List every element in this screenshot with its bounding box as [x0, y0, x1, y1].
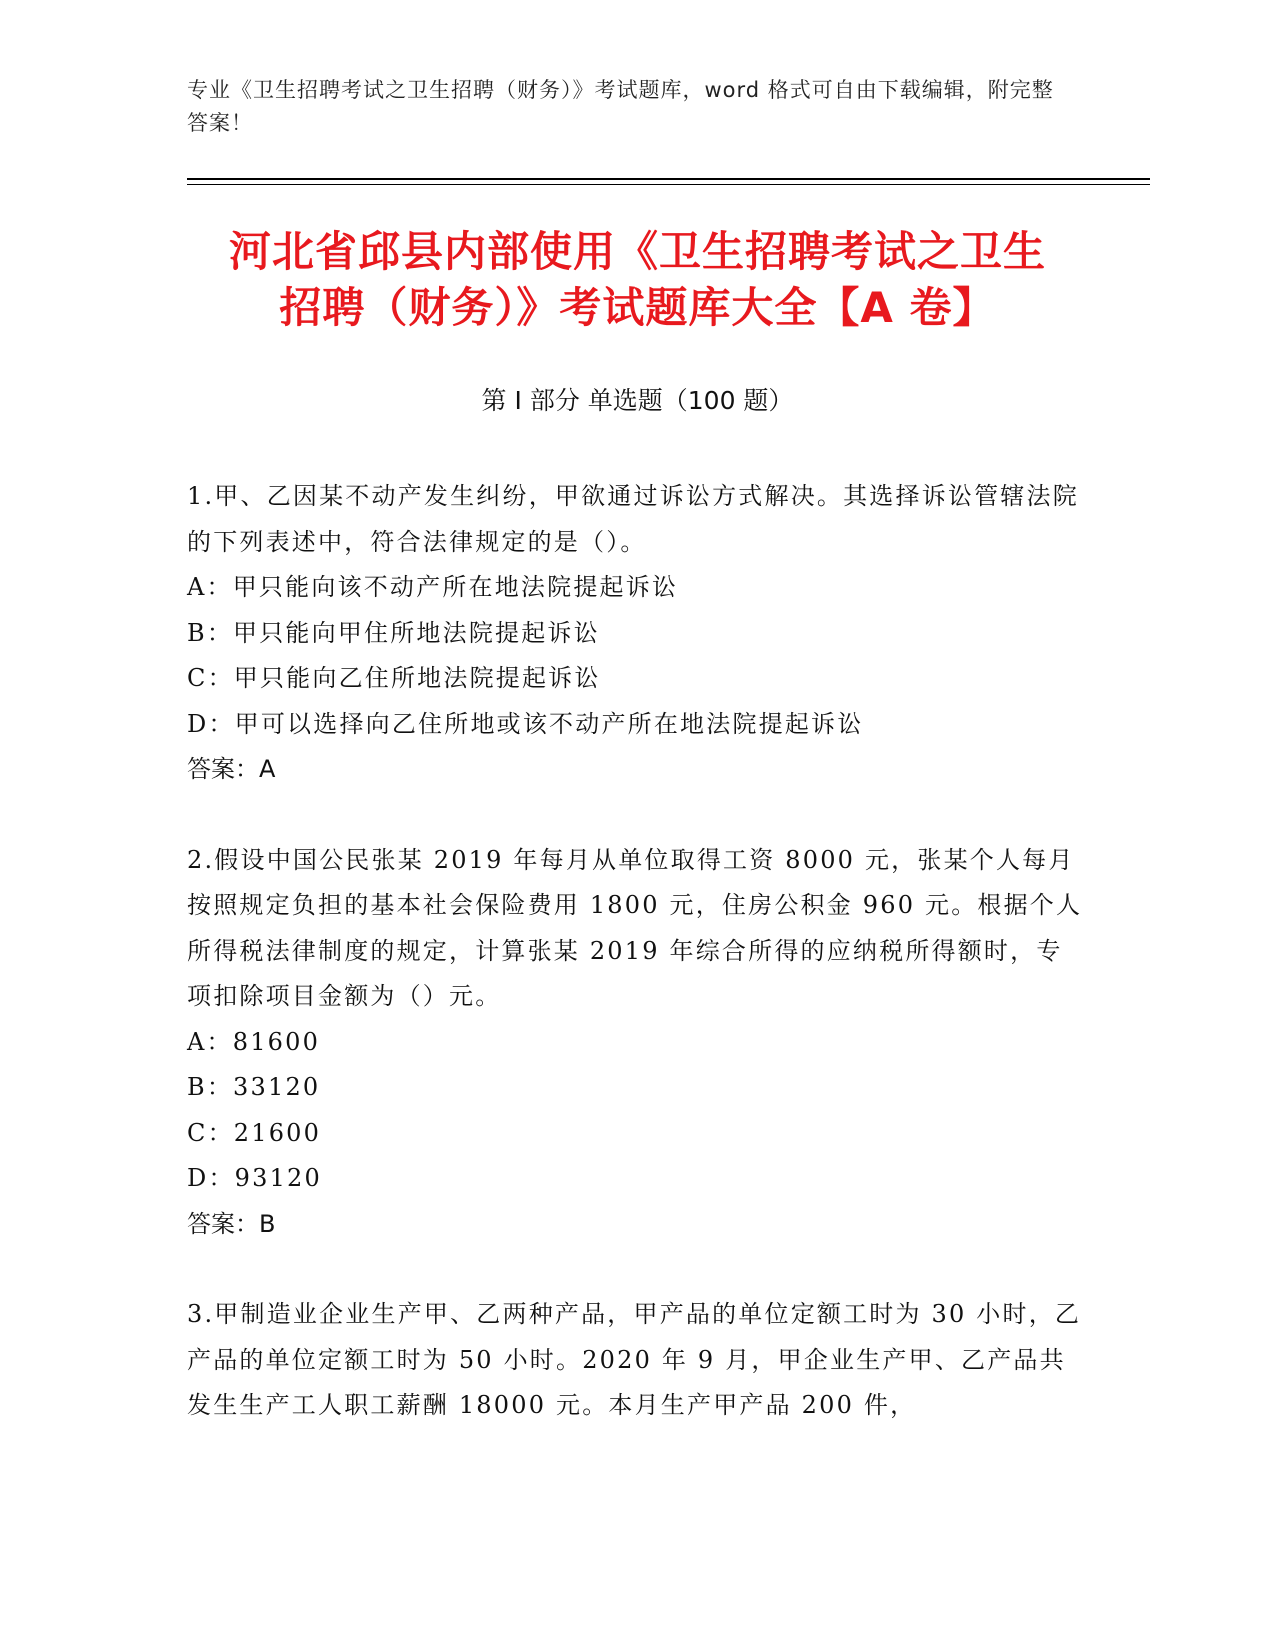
question-1-text: 1.甲、乙因某不动产发生纠纷，甲欲通过诉讼方式解决。其选择诉讼管辖法院的下列表述中，符合法律规定的是（）。 — [187, 482, 1079, 556]
question-2-answer: 答案：B — [187, 1209, 276, 1238]
question-1-option-d: D：甲可以选择向乙住所地或该不动产所在地法院提起诉讼 — [187, 709, 864, 738]
header-rule-thin — [187, 184, 1150, 185]
section-heading: 第 I 部分 单选题（100 题） — [481, 386, 794, 415]
document-title — [150, 224, 1125, 336]
question-3 — [187, 1292, 1087, 1429]
header-note: 专业《卫生招聘考试之卫生招聘（财务）》考试题库，word 格式可自由下载编辑，附完整答案！ — [187, 78, 1054, 135]
question-2-text: 2.假设中国公民张某 2019 年每月从单位取得工资 8000 元，张某个人每月按照规定负担的基本社会保险费用 1800 元，住房公积金 960 元。根据个人所得税法律制度的规定，计算张某 2019 年综合所得的应纳税所得额时，专项扣除项目金额为（）元。 — [187, 845, 1083, 1010]
question-1 — [187, 474, 1087, 793]
question-1-answer: 答案：A — [187, 755, 276, 783]
document-title-line-1: 河北省邱县内部使用《卫生招聘考试之卫生 — [228, 227, 1046, 276]
question-2-option-a: A：81600 — [187, 1027, 321, 1056]
question-2-option-d: D：93120 — [187, 1164, 322, 1192]
question-3-text: 3.甲制造业企业生产甲、乙两种产品，甲产品的单位定额工时为 30 小时，乙产品的单位定额工时为 50 小时。2020 年 9 月，甲企业生产甲、乙产品共发生生产工人职工薪酬 18000 元。本月生产甲产品 200 件， — [187, 1300, 1082, 1419]
question-2 — [187, 838, 1087, 1248]
header-rule-thick — [187, 178, 1150, 180]
question-1-option-c: C：甲只能向乙住所地法院提起诉讼 — [187, 664, 601, 692]
document-title-line-2: 招聘（财务）》考试题库大全【A 卷】 — [279, 283, 996, 332]
question-2-option-c: C：21600 — [187, 1118, 322, 1147]
question-1-option-a: A：甲只能向该不动产所在地法院提起诉讼 — [187, 573, 679, 601]
question-2-option-b: B：33120 — [187, 1073, 321, 1101]
question-1-option-b: B：甲只能向甲住所地法院提起诉讼 — [187, 618, 600, 647]
question-list — [187, 474, 1087, 1474]
